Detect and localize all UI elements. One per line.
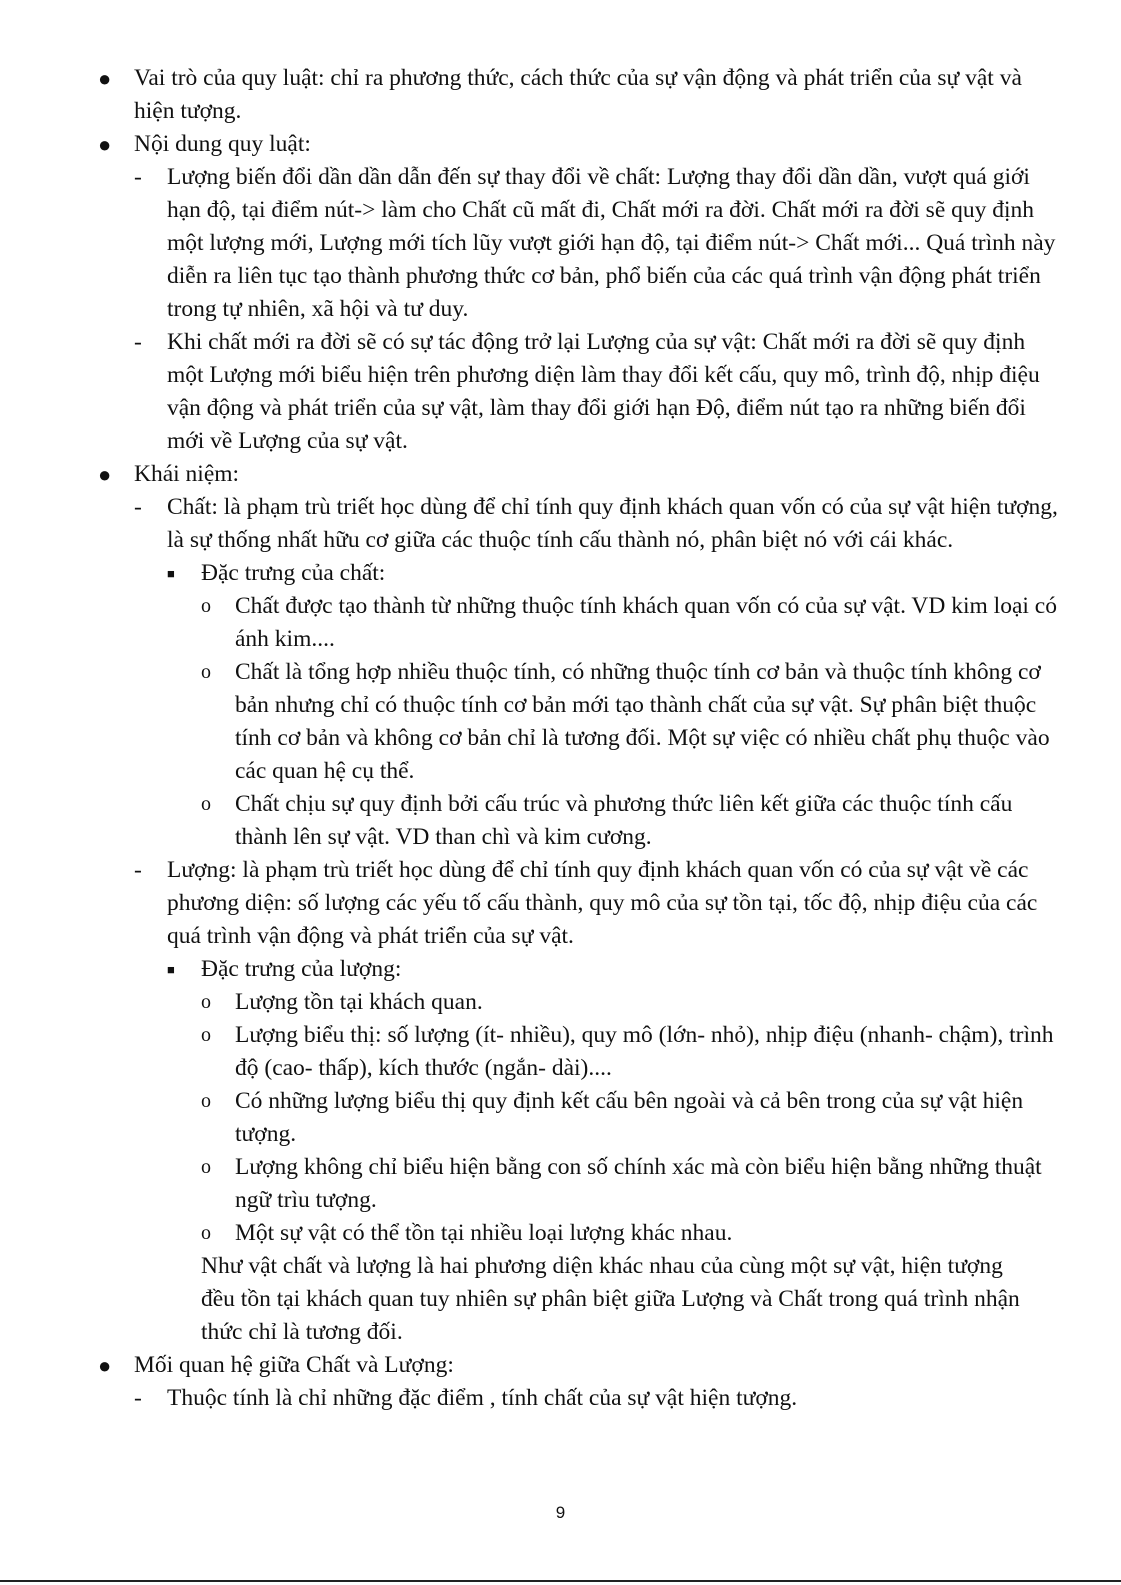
item-text: Lượng tồn tại khách quan. <box>235 989 483 1015</box>
item-text: Khái niệm: <box>134 461 240 487</box>
bullet-marker: ● <box>98 66 112 91</box>
circle-item <box>0 590 1121 656</box>
circle-marker: o <box>201 1090 211 1112</box>
circle-item <box>0 1019 1121 1085</box>
bullet-marker: ● <box>98 132 112 157</box>
page-body <box>0 62 1121 1415</box>
item-text: Đặc trưng của lượng: <box>201 956 402 982</box>
dash-item <box>0 326 1121 458</box>
item-text: Có những lượng biểu thị quy định kết cấu bên ngoài và cả bên trong của sự vật hiện tượng. <box>235 1088 1024 1147</box>
circle-item <box>0 788 1121 854</box>
circle-marker: o <box>201 991 211 1013</box>
square-item <box>0 557 1121 590</box>
bullet-item <box>0 128 1121 161</box>
dash-item <box>0 1382 1121 1415</box>
square-marker: ■ <box>167 566 175 581</box>
page-number: 9 <box>555 1503 566 1522</box>
dash-marker: - <box>134 857 142 883</box>
bullet-marker: ● <box>98 462 112 487</box>
bullet-item <box>0 458 1121 491</box>
item-text: Lượng biến đổi dần dần dẫn đến sự thay đổi về chất: Lượng thay đổi dần dần, vượt quá giới hạn độ, tại điểm nút-> làm cho Chất cũ mất đi, Chất mới ra đời. Chất mới ra đời sẽ quy định một lượng mới, Lượng mới tích lũy vượt giới hạn độ, tại điểm nút-> Chất mới... Quá trình này diễn ra liên tục tạo thành phương thức cơ bản, phổ biến của các quá trình vận động phát triển trong tự nhiên, xã hội và tư duy. <box>167 164 1056 322</box>
circle-item <box>0 1151 1121 1217</box>
item-text: Mối quan hệ giữa Chất và Lượng: <box>134 1352 454 1378</box>
circle-marker: o <box>201 595 211 617</box>
dash-marker: - <box>134 164 142 190</box>
item-text: Như vật chất và lượng là hai phương diện khác nhau của cùng một sự vật, hiện tượng đều tồn tại khách quan tuy nhiên sự phân biệt giữa Lượng và Chất trong quá trình nhận thức chỉ là tương đối. <box>201 1253 1020 1345</box>
dash-marker: - <box>134 494 142 520</box>
item-text: Chất chịu sự quy định bởi cấu trúc và phương thức liên kết giữa các thuộc tính cấu thành lên sự vật. VD than chì và kim cương. <box>235 791 1013 850</box>
item-text: Chất được tạo thành từ những thuộc tính khách quan vốn có của sự vật. VD kim loại có ánh kim.... <box>235 593 1057 652</box>
dash-marker: - <box>134 329 142 355</box>
item-text: Lượng biểu thị: số lượng (ít- nhiều), quy mô (lớn- nhỏ), nhịp điệu (nhanh- chậm), trình độ (cao- thấp), kích thước (ngắn- dài).... <box>235 1022 1054 1081</box>
summary-paragraph <box>0 1250 1121 1349</box>
circle-item <box>0 986 1121 1019</box>
circle-item <box>0 1217 1121 1250</box>
dash-item <box>0 491 1121 557</box>
bullet-item <box>0 62 1121 128</box>
footer-divider <box>0 1580 1121 1582</box>
item-text: Thuộc tính là chỉ những đặc điểm , tính chất của sự vật hiện tượng. <box>167 1385 798 1411</box>
circle-item <box>0 1085 1121 1151</box>
item-text: Đặc trưng của chất: <box>201 560 386 586</box>
dash-marker: - <box>134 1385 142 1411</box>
square-item <box>0 953 1121 986</box>
square-marker: ■ <box>167 962 175 977</box>
circle-item <box>0 656 1121 788</box>
item-text: Một sự vật có thể tồn tại nhiều loại lượng khác nhau. <box>235 1220 733 1246</box>
circle-marker: o <box>201 793 211 815</box>
item-text: Khi chất mới ra đời sẽ có sự tác động trở lại Lượng của sự vật: Chất mới ra đời sẽ quy định một Lượng mới biểu hiện trên phương diện làm thay đổi kết cấu, quy mô, trình độ, nhịp điệu vận động và phát triển của sự vật, làm thay đổi giới hạn Độ, điểm nút tạo ra những biến đổi mới về Lượng của sự vật. <box>167 329 1040 454</box>
bullet-item <box>0 1349 1121 1382</box>
dash-item <box>0 161 1121 326</box>
item-text: Chất là tổng hợp nhiều thuộc tính, có những thuộc tính cơ bản và thuộc tính không cơ bản nhưng chỉ có thuộc tính cơ bản mới tạo thành chất của sự vật. Sự phân biệt thuộc tính cơ bản và không cơ bản chỉ là tương đối. Một sự việc có nhiều chất phụ thuộc vào các quan hệ cụ thể. <box>235 659 1050 784</box>
circle-marker: o <box>201 1222 211 1244</box>
item-text: Lượng không chỉ biểu hiện bằng con số chính xác mà còn biểu hiện bằng những thuật ngữ trìu tượng. <box>235 1154 1042 1213</box>
item-text: Chất: là phạm trù triết học dùng để chỉ tính quy định khách quan vốn có của sự vật hiện tượng, là sự thống nhất hữu cơ giữa các thuộc tính cấu thành nó, phân biệt nó với cái khác. <box>167 494 1058 553</box>
item-text: Lượng: là phạm trù triết học dùng để chỉ tính quy định khách quan vốn có của sự vật về các phương diện: số lượng các yếu tố cấu thành, quy mô của sự tồn tại, tốc độ, nhịp điệu của các quá trình vận động và phát triển của sự vật. <box>167 857 1038 949</box>
item-text: Vai trò của quy luật: chỉ ra phương thức, cách thức của sự vận động và phát triển của sự vật và hiện tượng. <box>134 65 1022 124</box>
circle-marker: o <box>201 1156 211 1178</box>
circle-marker: o <box>201 1024 211 1046</box>
item-text: Nội dung quy luật: <box>134 131 311 157</box>
circle-marker: o <box>201 661 211 683</box>
bullet-marker: ● <box>98 1353 112 1378</box>
dash-item <box>0 854 1121 953</box>
